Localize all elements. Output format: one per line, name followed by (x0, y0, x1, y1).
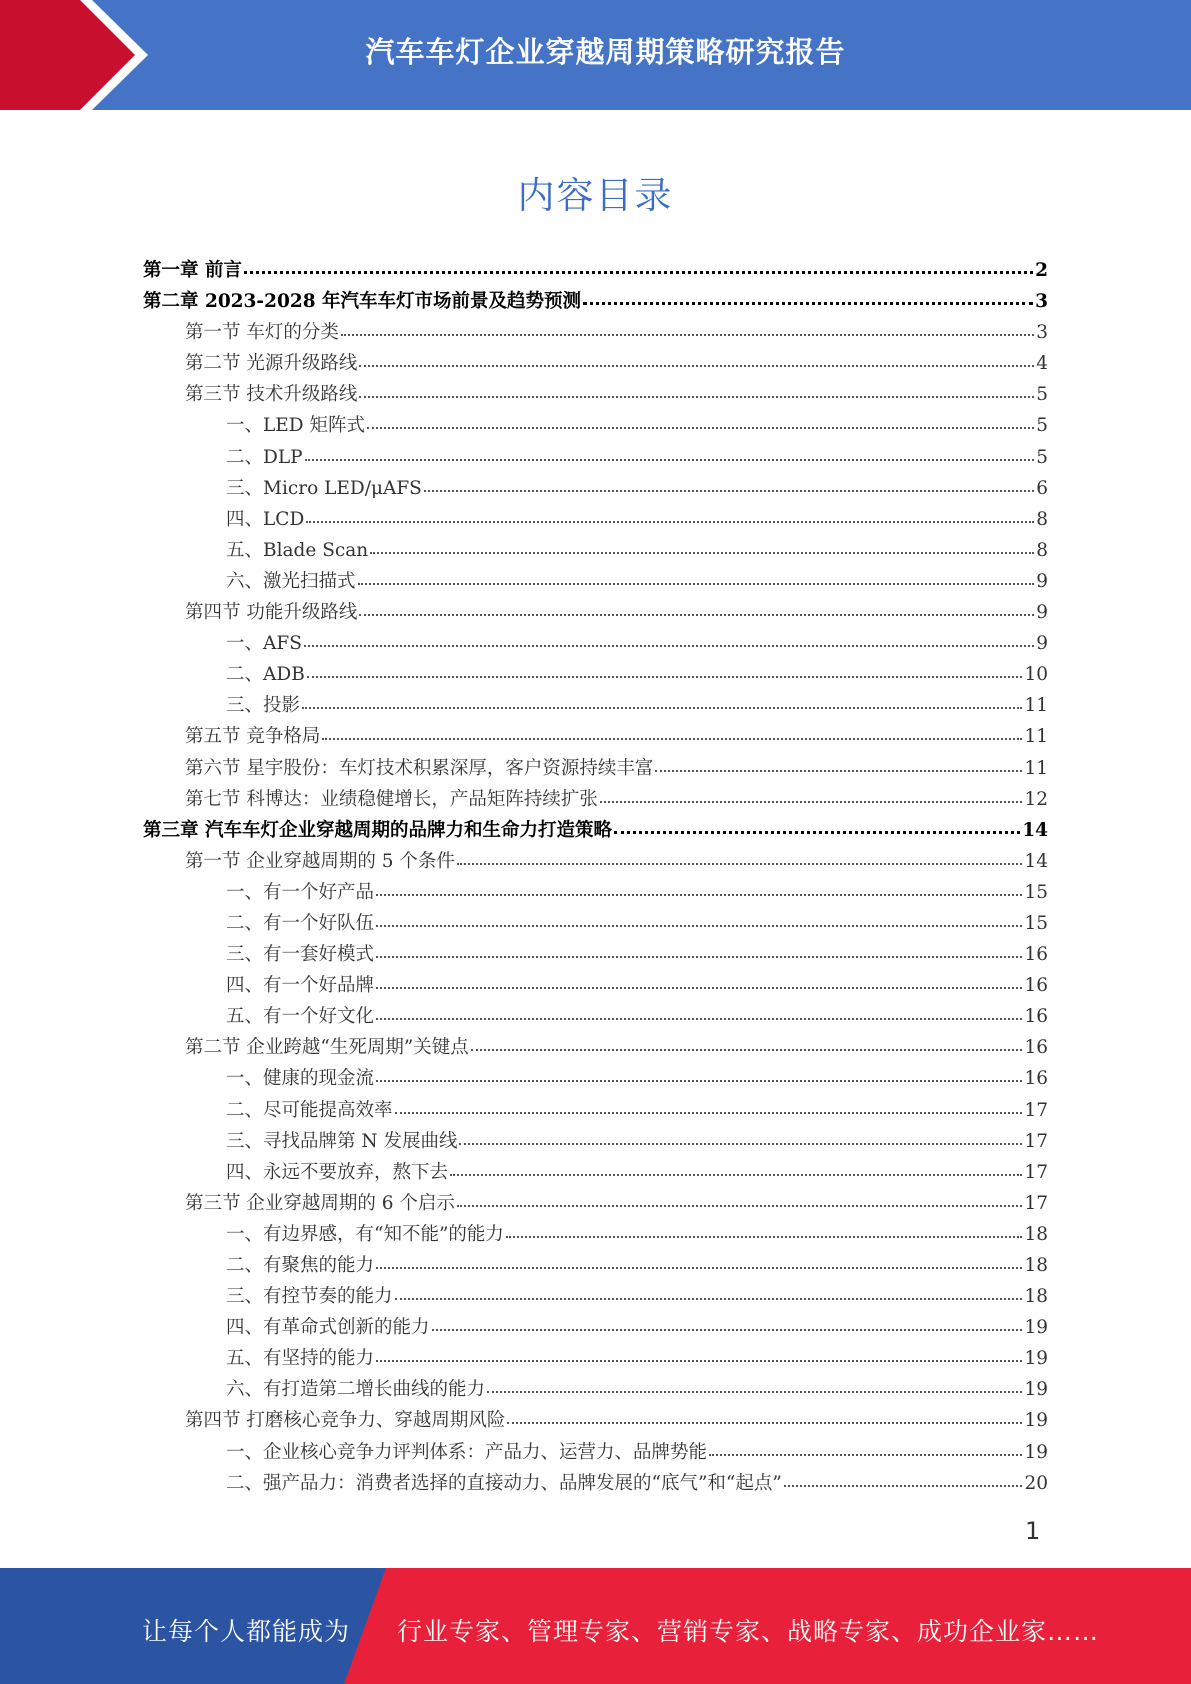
toc-entry-page: 4 (1036, 353, 1048, 375)
toc-entry-page: 19 (1024, 1317, 1048, 1339)
toc-entry-title: 第四节 功能升级路线 (185, 602, 358, 624)
dot-leader (307, 675, 1023, 678)
dot-leader (341, 333, 1034, 336)
dot-leader (367, 426, 1034, 429)
toc-entry-page: 9 (1036, 602, 1048, 624)
toc-heading: 内容目录 (517, 174, 674, 217)
toc-entry-page: 8 (1036, 508, 1048, 530)
dot-leader (359, 364, 1034, 367)
dot-leader (359, 395, 1034, 398)
toc-entry-title: 第五节 竞争格局 (185, 726, 321, 748)
toc-entry-title: 一、AFS (226, 633, 302, 655)
toc-entry-title: 六、激光扫描式 (226, 570, 356, 592)
toc-entry-page: 10 (1024, 664, 1048, 686)
dot-leader (305, 458, 1035, 461)
toc-entry-page: 11 (1024, 695, 1048, 717)
dot-leader (304, 644, 1034, 647)
toc-entry-title: 二、有一个好队伍 (226, 912, 375, 934)
toc-entry-page: 19 (1024, 1379, 1048, 1401)
toc-entry-title: 第一章 前言 (143, 260, 242, 281)
toc-entry[interactable] (143, 255, 1048, 286)
toc-entry[interactable] (143, 1437, 1048, 1468)
dot-leader (450, 1173, 1022, 1176)
toc-entry-page: 16 (1024, 944, 1048, 966)
dot-leader (583, 301, 1033, 305)
toc-entry-page: 11 (1024, 726, 1048, 748)
toc-entry[interactable] (143, 1063, 1048, 1094)
toc-entry-title: 三、有一套好模式 (226, 944, 375, 966)
toc-entry[interactable] (143, 1219, 1048, 1250)
toc-entry[interactable] (143, 597, 1048, 628)
toc-entry-page: 16 (1024, 1068, 1048, 1090)
dot-leader (506, 1235, 1023, 1238)
dot-leader (784, 1484, 1023, 1487)
toc-entry-page: 19 (1024, 1410, 1048, 1432)
dot-leader (459, 1142, 1022, 1145)
toc-entry-title: 二、尽可能提高效率 (226, 1099, 393, 1121)
toc-entry-title: 第六节 星宇股份：车灯技术积累深厚，客户资源持续丰富 (185, 757, 654, 779)
toc-entry[interactable] (143, 846, 1048, 877)
toc-entry-page: 18 (1024, 1223, 1048, 1245)
toc-entry[interactable] (143, 535, 1048, 566)
toc-entry[interactable] (143, 721, 1048, 752)
toc-entry-title: 二、DLP (226, 446, 303, 468)
dot-leader (358, 582, 1035, 585)
dot-leader (457, 1204, 1023, 1207)
toc-entry[interactable] (143, 970, 1048, 1001)
toc-entry-page: 5 (1036, 446, 1048, 468)
toc-entry[interactable] (143, 784, 1048, 815)
toc-entry-title: 六、有打造第二增长曲线的能力 (226, 1379, 486, 1401)
toc-entry[interactable] (143, 1468, 1048, 1499)
toc-entry[interactable] (143, 628, 1048, 659)
toc-entry-page: 15 (1024, 912, 1048, 934)
toc-entry-title: 一、企业核心竞争力评判体系：产品力、运营力、品牌势能 (226, 1441, 708, 1463)
dot-leader (359, 613, 1034, 616)
dot-leader (370, 551, 1034, 554)
toc-entry[interactable] (143, 690, 1048, 721)
dot-leader (709, 1453, 1022, 1456)
toc-entry[interactable] (143, 317, 1048, 348)
dot-leader (507, 1421, 1022, 1424)
dot-leader (395, 1297, 1023, 1300)
toc-entry-page: 3 (1035, 291, 1048, 313)
toc-entry[interactable] (143, 410, 1048, 441)
toc-entry-title: 第三章 汽车车灯企业穿越周期的品牌力和生命力打造策略 (143, 819, 612, 841)
toc-entry-page: 3 (1036, 322, 1048, 344)
dot-leader (306, 520, 1034, 523)
dot-leader (424, 489, 1034, 492)
footer-slogan-right: 行业专家、管理专家、营销专家、战略专家、成功企业家…… (397, 1617, 1100, 1646)
toc-entry[interactable] (143, 379, 1048, 410)
footer-slogan-left: 让每个人都能成为 (142, 1617, 351, 1646)
toc-entry-page: 16 (1024, 975, 1048, 997)
toc-entry-page: 18 (1024, 1255, 1048, 1276)
toc-entry-title: 二、有聚焦的能力 (226, 1255, 375, 1276)
toc-entry[interactable] (143, 1374, 1048, 1405)
toc-entry-page: 17 (1024, 1099, 1048, 1121)
toc-entry[interactable] (143, 908, 1048, 939)
dot-leader (471, 1048, 1023, 1051)
toc-entry[interactable] (143, 1095, 1048, 1126)
toc-entry-title: 三、投影 (226, 695, 301, 717)
toc-entry[interactable] (143, 1250, 1048, 1281)
dot-leader (322, 737, 1022, 740)
dot-leader (376, 1359, 1022, 1362)
footer-banner (0, 1568, 1191, 1684)
dot-leader (457, 862, 1023, 865)
toc-entry-page: 14 (1024, 850, 1048, 872)
toc-entry-title: 一、健康的现金流 (226, 1068, 375, 1090)
toc-entry[interactable] (143, 1126, 1048, 1157)
toc-entry[interactable] (143, 1157, 1048, 1188)
toc-entry[interactable] (143, 1312, 1048, 1343)
toc-entry-page: 17 (1024, 1161, 1048, 1183)
toc-entry-page: 6 (1036, 477, 1048, 499)
toc-entry-title: 五、有坚持的能力 (226, 1348, 375, 1370)
dot-leader (376, 955, 1022, 958)
toc-entry[interactable] (143, 442, 1048, 473)
toc-entry-page: 8 (1036, 539, 1048, 561)
toc-entry-title: 第二节 企业跨越“生死周期”关键点 (185, 1037, 469, 1059)
dot-leader (376, 986, 1022, 989)
toc-entry-title: 五、Blade Scan (226, 539, 369, 561)
toc-entry[interactable] (143, 1001, 1048, 1032)
toc-entry[interactable] (143, 1032, 1048, 1063)
toc-entry-title: 第三节 企业穿越周期的 6 个启示 (185, 1192, 455, 1214)
report-title: 汽车车灯企业穿越周期策略研究报告 (365, 35, 846, 69)
dot-leader (376, 1079, 1022, 1082)
toc-entry-title: 第一节 车灯的分类 (185, 322, 339, 344)
toc-entry[interactable] (143, 1343, 1048, 1374)
toc-entry-page: 16 (1024, 1037, 1048, 1059)
toc-entry[interactable] (143, 1405, 1048, 1436)
toc-entry[interactable] (143, 877, 1048, 908)
toc-entry-title: 三、Micro LED/μAFS (226, 477, 422, 499)
toc-entry-title: 一、LED 矩阵式 (226, 415, 366, 437)
toc-entry-title: 四、有革命式创新的能力 (226, 1317, 430, 1339)
dot-leader (487, 1390, 1022, 1393)
table-of-contents (143, 255, 1048, 1499)
toc-entry-title: 第二节 光源升级路线 (185, 353, 358, 375)
toc-entry-title: 四、永远不要放弃，熬下去 (226, 1161, 449, 1183)
dot-leader (376, 924, 1022, 927)
toc-entry[interactable] (143, 753, 1048, 784)
dot-leader (600, 800, 1023, 803)
toc-entry-page: 5 (1036, 384, 1048, 406)
toc-entry-page: 2 (1035, 260, 1048, 281)
toc-entry-title: 第三节 技术升级路线 (185, 384, 358, 406)
toc-entry-page: 18 (1024, 1286, 1048, 1308)
toc-entry[interactable] (143, 1188, 1048, 1219)
toc-entry-title: 二、强产品力：消费者选择的直接动力、品牌发展的“底气”和“起点” (226, 1472, 782, 1494)
toc-entry[interactable] (143, 473, 1048, 504)
toc-entry-page: 17 (1024, 1130, 1048, 1152)
toc-entry-page: 9 (1036, 570, 1048, 592)
toc-entry-title: 四、有一个好品牌 (226, 975, 375, 997)
toc-entry-title: 四、LCD (226, 508, 305, 530)
dot-leader (655, 769, 1022, 772)
toc-entry-page: 16 (1024, 1006, 1048, 1028)
toc-entry-page: 11 (1024, 757, 1048, 779)
toc-entry[interactable] (143, 348, 1048, 379)
dot-leader (376, 1266, 1022, 1269)
toc-entry[interactable] (143, 939, 1048, 970)
dot-leader (395, 1111, 1023, 1114)
toc-entry-title: 第七节 科博达：业绩稳健增长，产品矩阵持续扩张 (185, 788, 598, 810)
dot-leader (302, 706, 1022, 709)
dot-leader (614, 830, 1020, 834)
toc-entry-title: 三、有控节奏的能力 (226, 1286, 393, 1308)
toc-entry-title: 二、ADB (226, 664, 305, 686)
toc-entry-page: 14 (1022, 819, 1048, 841)
toc-entry-title: 一、有边界感，有“知不能”的能力 (226, 1223, 504, 1245)
dot-leader (432, 1328, 1023, 1331)
toc-entry[interactable] (143, 1281, 1048, 1312)
toc-entry[interactable] (143, 286, 1048, 317)
toc-entry[interactable] (143, 815, 1048, 846)
toc-entry-title: 第四节 打磨核心竞争力、穿越周期风险 (185, 1410, 506, 1432)
toc-entry-page: 9 (1036, 633, 1048, 655)
toc-entry-title: 三、寻找品牌第 N 发展曲线 (226, 1130, 458, 1152)
toc-entry[interactable] (143, 659, 1048, 690)
toc-entry[interactable] (143, 504, 1048, 535)
toc-entry-title: 五、有一个好文化 (226, 1006, 375, 1028)
toc-entry-page: 17 (1024, 1192, 1048, 1214)
toc-entry-title: 第二章 2023-2028 年汽车车灯市场前景及趋势预测 (143, 291, 582, 313)
toc-entry-page: 20 (1024, 1472, 1048, 1494)
toc-entry[interactable] (143, 566, 1048, 597)
dot-leader (376, 1017, 1022, 1020)
toc-entry-page: 19 (1024, 1441, 1048, 1463)
dot-leader (244, 270, 1033, 274)
toc-entry-title: 一、有一个好产品 (226, 881, 375, 903)
page-number: 1 (1025, 1517, 1041, 1545)
toc-entry-page: 19 (1024, 1348, 1048, 1370)
toc-entry-title: 第一节 企业穿越周期的 5 个条件 (185, 850, 455, 872)
toc-entry-page: 12 (1024, 788, 1048, 810)
dot-leader (376, 893, 1022, 896)
toc-entry-page: 15 (1024, 881, 1048, 903)
header-banner (0, 0, 1191, 110)
toc-entry-page: 5 (1036, 415, 1048, 437)
